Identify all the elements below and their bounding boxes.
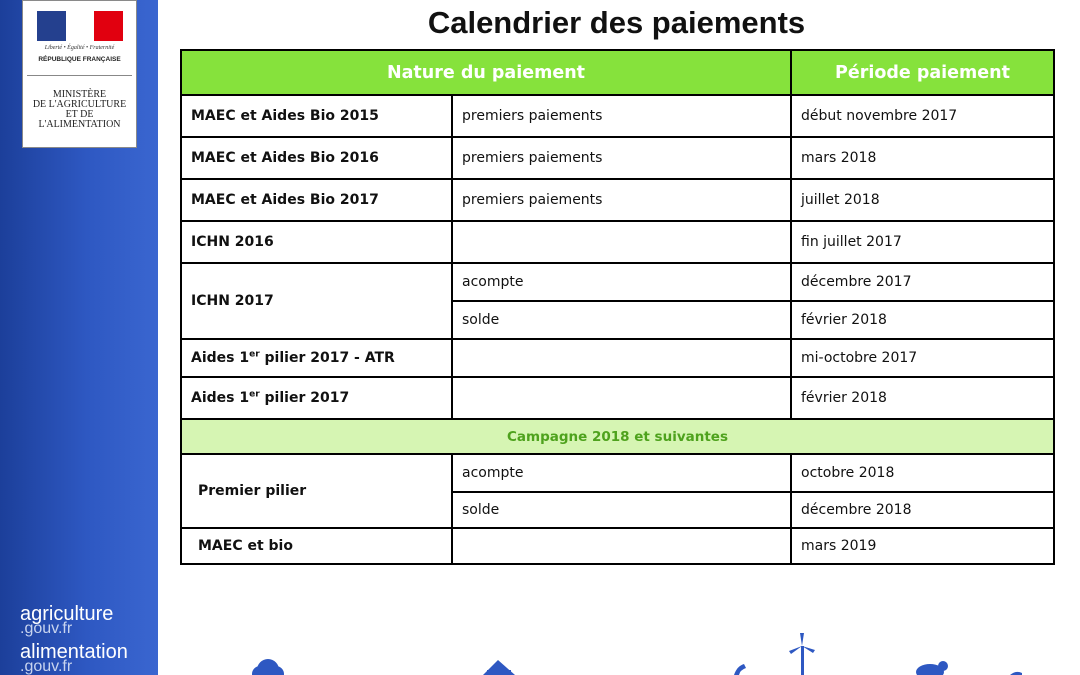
payment-detail: acompte	[452, 263, 791, 301]
table-row	[181, 339, 1054, 377]
ministry-line: DE L'AGRICULTURE	[32, 99, 127, 110]
tree-icon	[252, 659, 284, 675]
payment-period: fin juillet 2017	[791, 221, 1054, 263]
farmhouse-icon	[483, 660, 515, 675]
header-nature: Nature du paiement	[181, 50, 791, 95]
sidebar	[0, 0, 158, 675]
payment-detail: premiers paiements	[452, 179, 791, 221]
table-row	[181, 137, 1054, 179]
name-part: pilier 2017	[259, 390, 350, 406]
header-period: Période paiement	[791, 50, 1054, 95]
ministry-name	[23, 90, 136, 130]
table-row	[181, 528, 1054, 564]
ministry-line: L'ALIMENTATION	[38, 119, 121, 130]
payment-period: octobre 2018	[791, 454, 1054, 492]
payment-name: MAEC et Aides Bio 2017	[181, 179, 452, 221]
section-campaign-2018: Campagne 2018 et suivantes	[181, 419, 1054, 454]
page-title: Calendrier des paiements	[427, 5, 806, 40]
payment-period: mars 2018	[791, 137, 1054, 179]
payment-name: MAEC et Aides Bio 2015	[181, 95, 452, 137]
payment-period: décembre 2017	[791, 263, 1054, 301]
payment-period: décembre 2018	[791, 492, 1054, 528]
brand-alimentation-domain: .gouv.fr	[20, 658, 73, 675]
payment-detail	[452, 339, 791, 377]
brand-agriculture: agriculture	[20, 603, 114, 625]
payment-period: mars 2019	[791, 528, 1054, 564]
payment-name	[181, 339, 452, 377]
name-part: Aides 1	[191, 390, 250, 406]
payment-period: mi-octobre 2017	[791, 339, 1054, 377]
ministry-logo	[22, 0, 137, 148]
ministry-line: ET DE	[65, 109, 94, 120]
republic-motto: Liberté • Égalité • Fraternité	[44, 45, 115, 51]
payment-name: Premier pilier	[181, 454, 452, 528]
table-row	[181, 377, 1054, 419]
brand-agriculture-domain: .gouv.fr	[20, 620, 73, 637]
payment-detail: solde	[452, 492, 791, 528]
payment-detail: solde	[452, 301, 791, 339]
name-part: Aides 1	[191, 350, 250, 366]
name-superscript: er	[249, 349, 260, 360]
table-row	[181, 95, 1054, 137]
payment-name	[181, 377, 452, 419]
name-superscript: er	[249, 389, 260, 400]
table-row	[181, 263, 1054, 301]
name-part: pilier 2017 - ATR	[259, 350, 395, 366]
payment-name: MAEC et bio	[181, 528, 452, 564]
payment-name: ICHN 2016	[181, 221, 452, 263]
table-row	[181, 179, 1054, 221]
payment-calendar-table	[180, 49, 1055, 565]
decorative-silhouettes	[240, 630, 1040, 675]
payment-detail	[452, 377, 791, 419]
brand-alimentation: alimentation	[20, 641, 128, 663]
payment-detail: acompte	[452, 454, 791, 492]
payment-detail: premiers paiements	[452, 95, 791, 137]
payment-detail	[452, 221, 791, 263]
payment-detail: premiers paiements	[452, 137, 791, 179]
section-row	[181, 419, 1054, 454]
payment-detail	[452, 528, 791, 564]
animal-icon	[916, 661, 1022, 675]
table-row	[181, 221, 1054, 263]
payment-period: février 2018	[791, 301, 1054, 339]
payment-period: début novembre 2017	[791, 95, 1054, 137]
table-header-row	[181, 50, 1054, 95]
logo-divider	[27, 75, 132, 76]
table-row	[181, 454, 1054, 492]
payment-period: juillet 2018	[791, 179, 1054, 221]
marianne-flag-icon	[37, 11, 123, 41]
payment-period: février 2018	[791, 377, 1054, 419]
windmill-icon	[734, 633, 815, 675]
ministry-line: MINISTÈRE	[52, 89, 107, 100]
republic-name: RÉPUBLIQUE FRANÇAISE	[38, 56, 121, 63]
payment-name: ICHN 2017	[181, 263, 452, 339]
payment-name: MAEC et Aides Bio 2016	[181, 137, 452, 179]
